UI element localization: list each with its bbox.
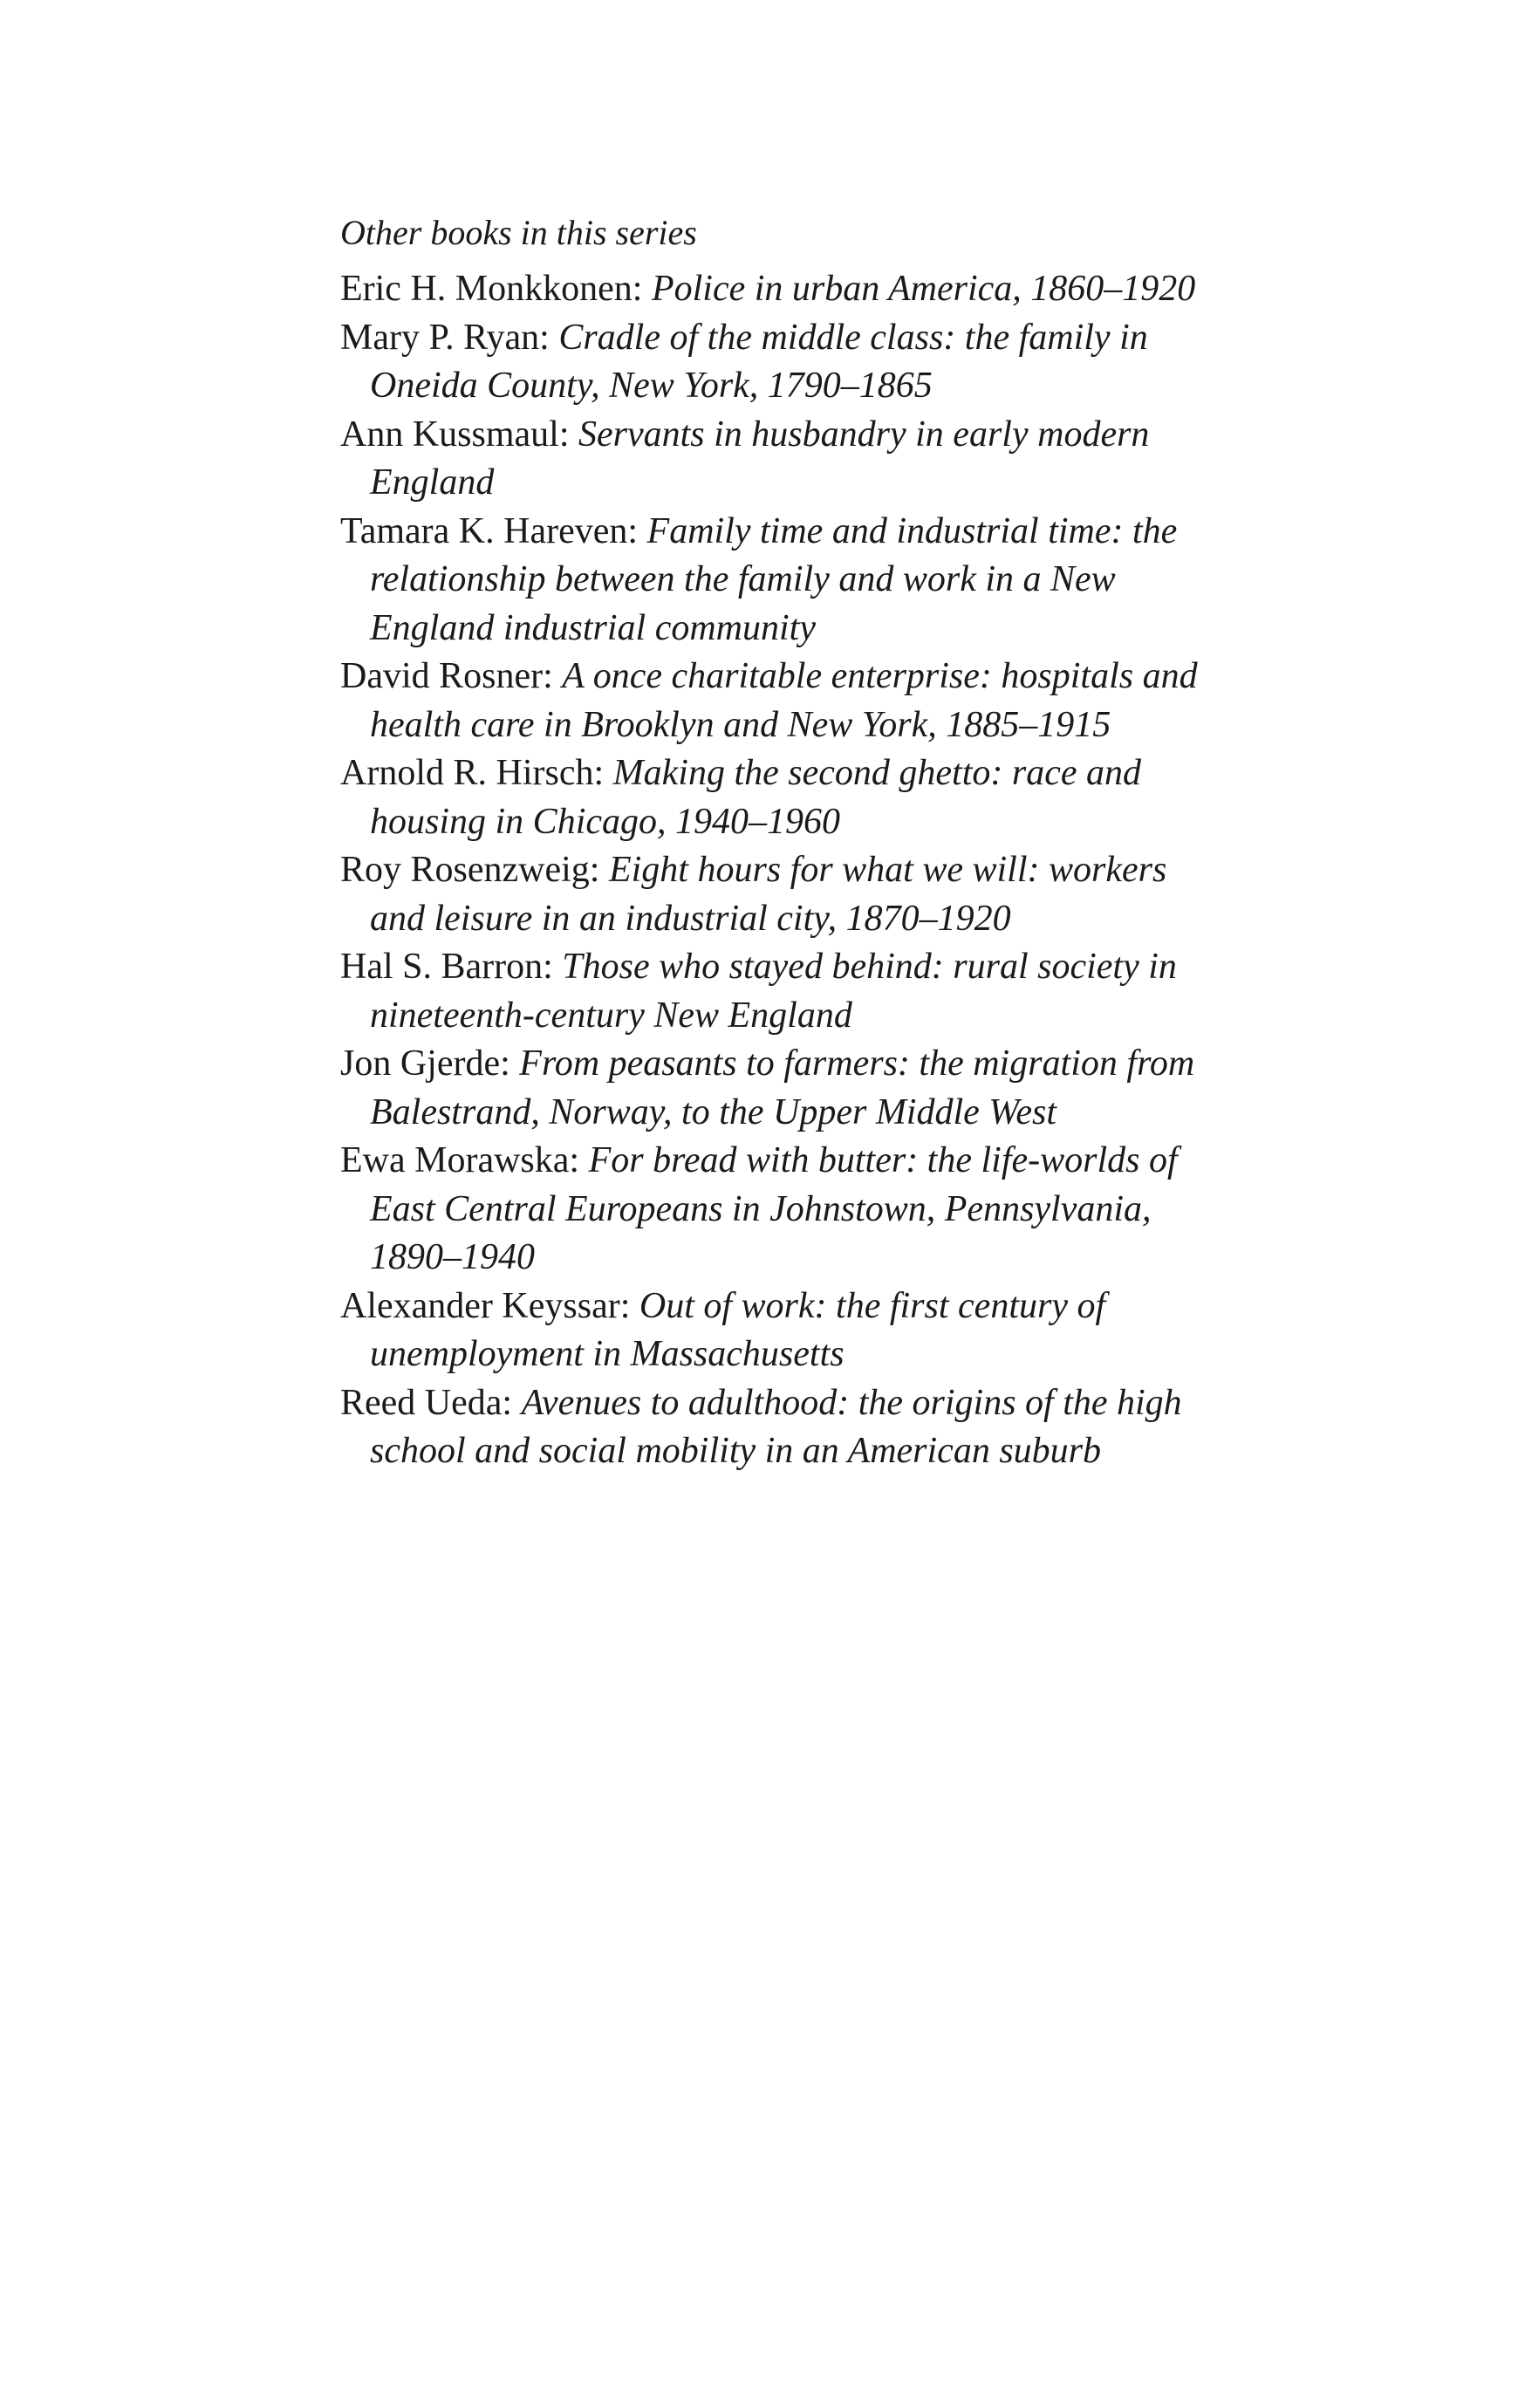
book-entry (340, 314, 1230, 411)
book-list (340, 265, 1230, 1476)
book-title: Family time and industrial time: the relationship between the family and work in a New England industrial community (370, 510, 1178, 648)
book-title: A once charitable enterprise: hospitals and health care in Brooklyn and New York, 1885–1915 (370, 656, 1198, 745)
book-entry (340, 1283, 1230, 1379)
series-heading: Other books in this series (340, 213, 697, 252)
book-author: Alexander Keyssar: (340, 1285, 631, 1326)
book-entry (340, 943, 1230, 1040)
book-title: For bread with butter: the life-worlds of East Central Europeans in Johnstown, Pennsylvania, 1890–1940 (370, 1140, 1178, 1277)
book-title: Police in urban America, 1860–1920 (651, 269, 1196, 309)
book-entry (340, 846, 1230, 943)
book-title: Eight hours for what we will: workers and leisure in an industrial city, 1870–1920 (370, 850, 1167, 939)
book-author: Ann Kussmaul: (340, 414, 570, 455)
book-title: Out of work: the first century of unemployment in Massachusetts (370, 1285, 1106, 1374)
book-title: From peasants to farmers: the migration from Balestrand, Norway, to the Upper Middle West (370, 1043, 1195, 1132)
book-entry (340, 1137, 1230, 1283)
book-author: Mary P. Ryan: (340, 317, 550, 358)
book-author: Jon Gjerde: (340, 1043, 510, 1084)
book-author: Hal S. Barron: (340, 947, 553, 987)
book-entry (340, 508, 1230, 653)
book-title: Making the second ghetto: race and housing in Chicago, 1940–1960 (370, 753, 1141, 842)
book-title: Avenues to adulthood: the origins of the high school and social mobility in an American suburb (370, 1382, 1182, 1471)
book-author: Arnold R. Hirsch: (340, 753, 605, 793)
book-entry (340, 411, 1230, 508)
book-title: Cradle of the middle class: the family in Oneida County, New York, 1790–1865 (370, 317, 1148, 406)
book-entry (340, 653, 1230, 749)
series-list-page (340, 209, 1230, 1476)
book-author: David Rosner: (340, 656, 553, 696)
book-entry (340, 1379, 1230, 1476)
book-entry (340, 265, 1230, 314)
book-author: Ewa Morawska: (340, 1140, 580, 1180)
book-author: Tamara K. Hareven: (340, 510, 639, 551)
book-entry (340, 749, 1230, 846)
book-author: Reed Ueda: (340, 1382, 513, 1423)
book-author: Eric H. Monkkonen: (340, 269, 643, 309)
book-entry (340, 1040, 1230, 1137)
book-title: Servants in husbandry in early modern England (370, 414, 1150, 503)
book-title: Those who stayed behind: rural society in nineteenth-century New England (370, 947, 1177, 1036)
book-author: Roy Rosenzweig: (340, 850, 600, 890)
